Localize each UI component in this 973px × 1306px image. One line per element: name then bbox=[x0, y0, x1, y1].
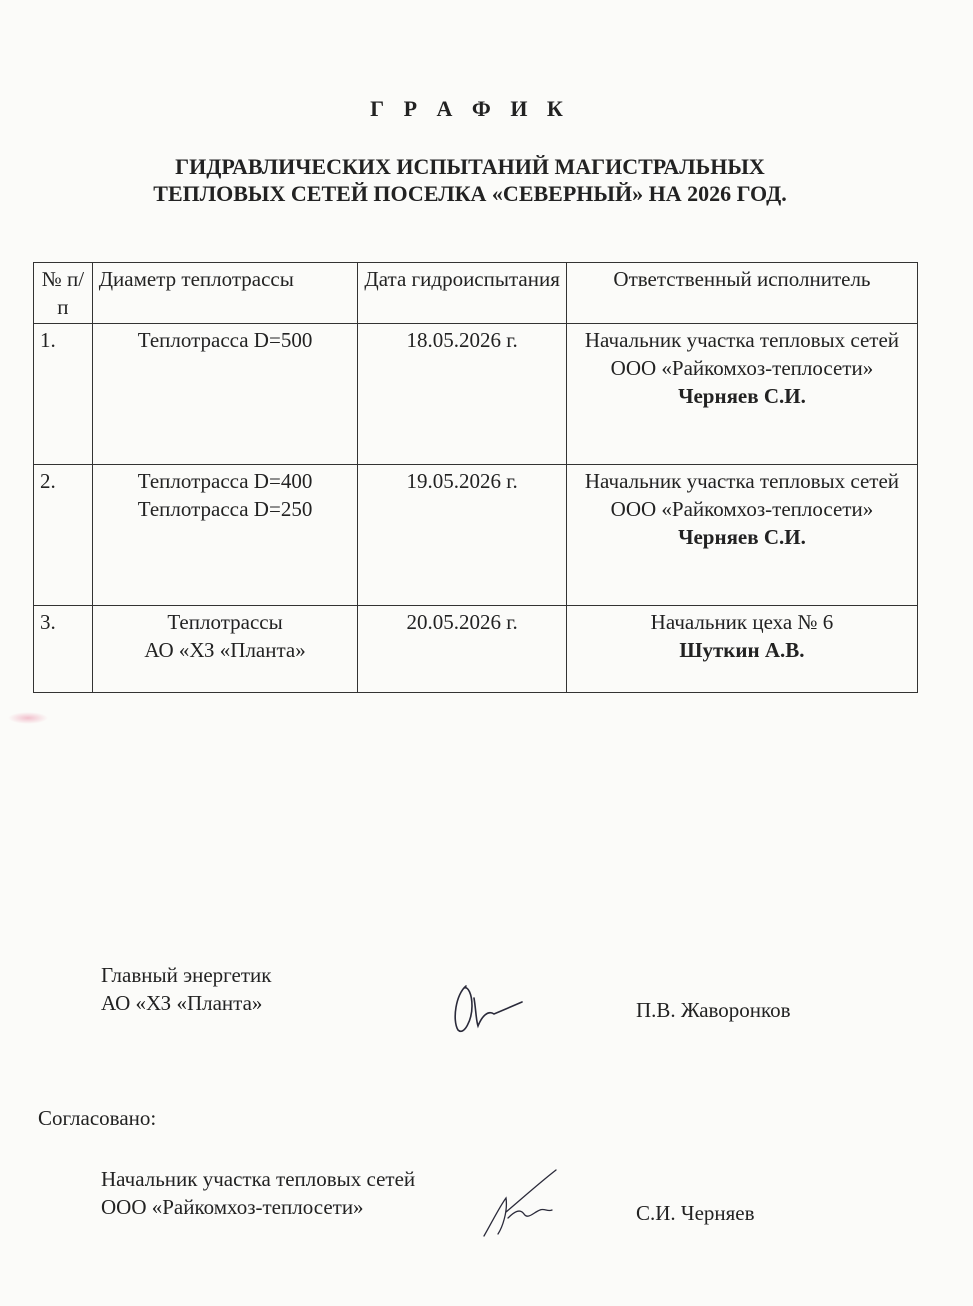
row-num: 1. bbox=[34, 324, 93, 465]
row-num: 2. bbox=[34, 465, 93, 606]
row-responsible bbox=[566, 606, 917, 693]
diameter-line: АО «ХЗ «Планта» bbox=[144, 638, 306, 662]
responsible-line: ООО «Райкомхоз-теплосети» bbox=[610, 497, 874, 521]
author-name: П.В. Жаворонков bbox=[636, 998, 791, 1022]
row-diameter bbox=[92, 606, 358, 693]
schedule-table bbox=[33, 262, 918, 693]
approver-name: С.И. Черняев bbox=[636, 1201, 755, 1225]
document-title: Г Р А Ф И К bbox=[370, 96, 570, 121]
approver-position bbox=[101, 1165, 415, 1221]
author-position-line-2: АО «ХЗ «Планта» bbox=[101, 991, 263, 1015]
header-num: № п/п bbox=[34, 263, 93, 324]
row-date: 20.05.2026 г. bbox=[358, 606, 567, 693]
diameter-line: Теплотрассы bbox=[167, 610, 283, 634]
responsible-line: ООО «Райкомхоз-теплосети» bbox=[610, 356, 874, 380]
approver-position-line-1: Начальник участка тепловых сетей bbox=[101, 1167, 416, 1191]
diameter-line: Теплотрасса D=400 bbox=[137, 469, 313, 493]
table-header-row bbox=[34, 263, 918, 324]
header-date: Дата гидроиспытания bbox=[358, 263, 567, 324]
row-diameter bbox=[92, 465, 358, 606]
table-row bbox=[34, 465, 918, 606]
responsible-line: Начальник цеха № 6 bbox=[650, 610, 834, 634]
table-row bbox=[34, 606, 918, 693]
row-date: 18.05.2026 г. bbox=[358, 324, 567, 465]
diameter-line: Теплотрасса D=500 bbox=[137, 328, 313, 352]
diameter-line: Теплотрасса D=250 bbox=[137, 497, 313, 521]
author-position-line-1: Главный энергетик bbox=[101, 963, 272, 987]
approver-position-line-2: ООО «Райкомхоз-теплосети» bbox=[101, 1195, 364, 1219]
row-diameter bbox=[92, 324, 358, 465]
subtitle-line-2: ТЕПЛОВЫХ СЕТЕЙ ПОСЕЛКА «СЕВЕРНЫЙ» НА 2026 ГОД. bbox=[153, 181, 787, 206]
agreed-label: Согласовано: bbox=[38, 1106, 157, 1130]
responsible-line: Начальник участка тепловых сетей bbox=[584, 469, 900, 493]
responsible-name: Шуткин А.В. bbox=[679, 638, 805, 662]
subtitle-line-1: ГИДРАВЛИЧЕСКИХ ИСПЫТАНИЙ МАГИСТРАЛЬНЫХ bbox=[175, 154, 765, 179]
approver-signature-icon bbox=[478, 1162, 578, 1242]
row-num: 3. bbox=[34, 606, 93, 693]
document-subtitle bbox=[0, 153, 940, 207]
author-signature-icon bbox=[448, 980, 538, 1036]
row-responsible bbox=[566, 324, 917, 465]
row-responsible bbox=[566, 465, 917, 606]
table-row bbox=[34, 324, 918, 465]
responsible-line: Начальник участка тепловых сетей bbox=[584, 328, 900, 352]
paper-stain bbox=[8, 712, 48, 724]
header-diameter: Диаметр теплотрассы bbox=[92, 263, 358, 324]
row-date: 19.05.2026 г. bbox=[358, 465, 567, 606]
responsible-name: Черняев С.И. bbox=[678, 525, 806, 549]
responsible-name: Черняев С.И. bbox=[678, 384, 806, 408]
author-position bbox=[101, 961, 271, 1017]
header-responsible: Ответственный исполнитель bbox=[566, 263, 917, 324]
